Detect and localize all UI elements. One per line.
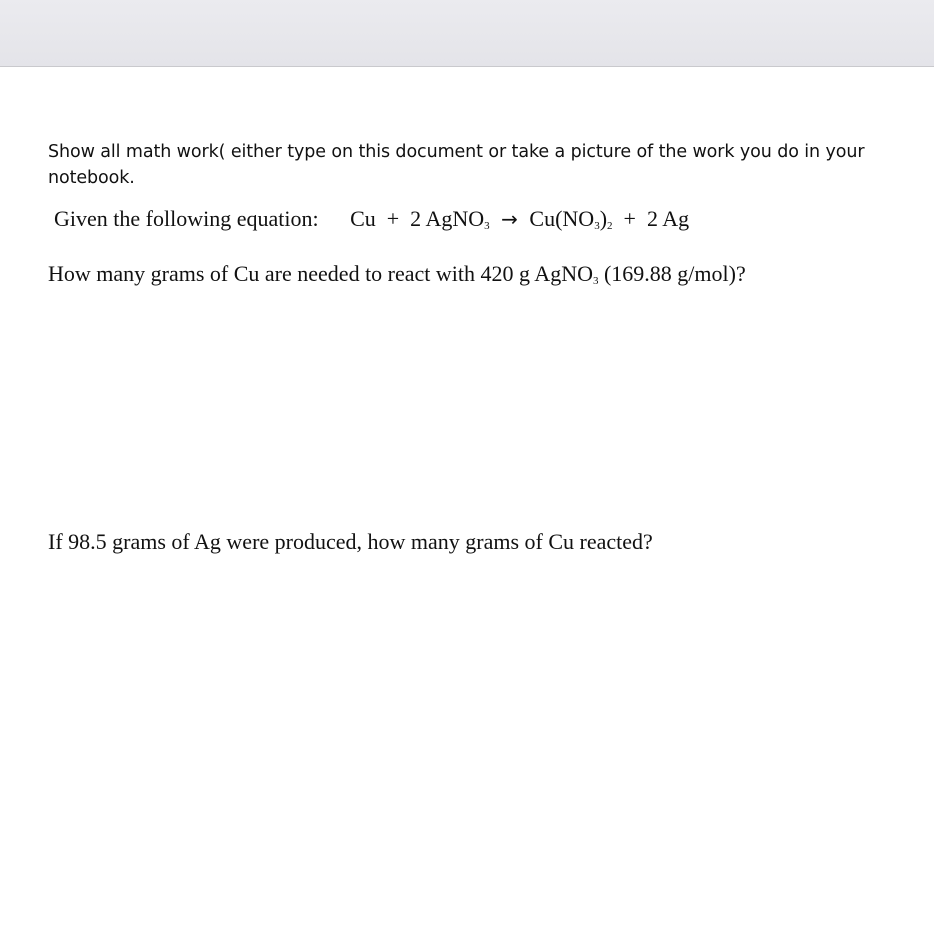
product-cuno32: $Cu(NO_3)_2$ [529,206,613,232]
reactant-agno3: AgNO$_3$ [425,206,490,232]
equation-line [54,205,689,233]
equation-intro: Given the following equation: [54,206,319,231]
question-2: If 98.5 grams of Ag were produced, how many grams of Cu reacted? [48,529,653,554]
reactant-cu: Cu [350,206,376,231]
chemical-equation [350,206,689,231]
viewer-top-bar [0,0,934,67]
reactant-coef: 2 [410,206,422,231]
instructions-text: Show all math work( either type on this document or take a picture of the work you do in your notebook. [48,142,865,188]
product-ag: 2 Ag [646,206,690,231]
reaction-arrow-icon: → [501,207,518,231]
question-1: How many grams of Cu are needed to react with 420 g AgNO$_3$ (169.88 g/mol)? [48,261,746,287]
plus-sign: + [386,206,400,231]
plus-sign-2: + [623,206,636,231]
document-page [0,67,934,934]
